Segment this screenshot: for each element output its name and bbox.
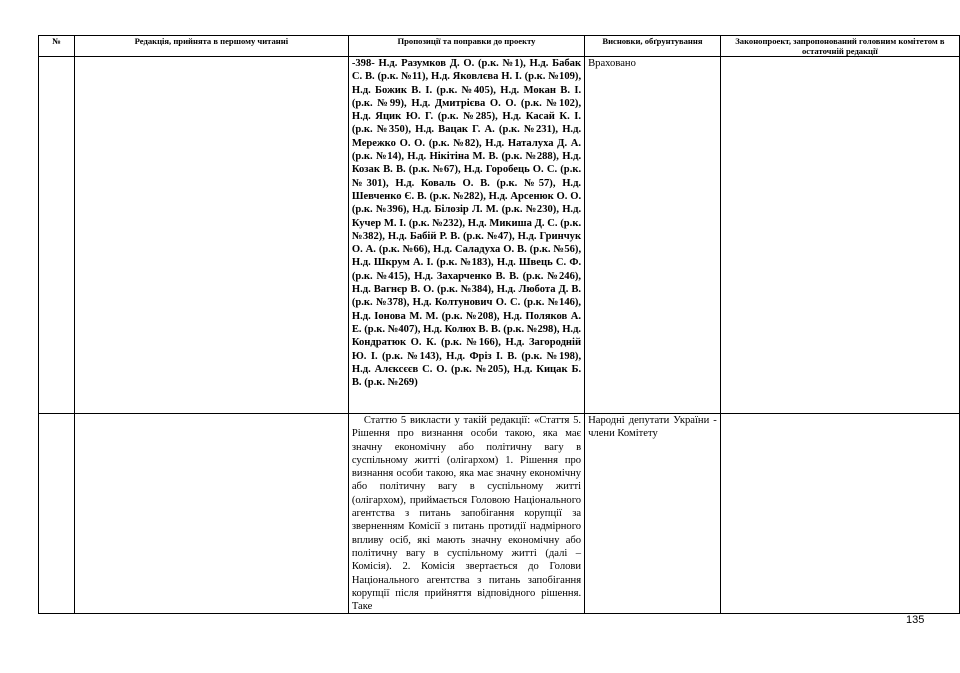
cell-final-edition — [720, 57, 959, 414]
header-number: № — [39, 36, 75, 57]
proposal-authors: -398- Н.д. Разумков Д. О. (р.к. №1), Н.д. Бабак С. В. (р.к. №11), Н.д. Яковлєва Н. І. (р.к. №109), Н.д. Божик В. І. (р.к. №405), Н.д. Мокан В. І. (р.к. №99), Н.д. Дмитрієва О. О. (р.к. №102), Н.д. Яцик Ю. Г. (р.к. №285), Н.д. Касай К. І. (р.к. №350), Н.д. Вацак Г. А. (р.к. №231), Н.д. Мережко О. О. (р.к. №82), Н.д. Наталуха Д. А. (р.к. №14), Н.д. Нікітіна М. В. (р.к. №288), Н.д. Козак В. В. (р.к. №67), Н.д. Горобець О. С. (р.к. №301), Н.д. Коваль О. В. (р.к. №57), Н.д. Шевченко Є. В. (р.к. №282), Н.д. Арсенюк О. О. (р.к. №396), Н.д. Білозір Л. М. (р.к. №230), Н.д. Кучер М. І. (р.к. №232), Н.д. Микиша Д. С. (р.к. №382), Н.д. Бабій Р. В. (р.к. №47), Н.д. Гринчук О. А. (р.к. №66), Н.д. Саладуха О. В. (р.к. №56), Н.д. Шкрум А. І. (р.к. №183), Н.д. Швець С. Ф. (р.к. №415), Н.д. Захарченко В. В. (р.к. №246), Н.д. Вагнєр В. О. (р.к. №384), Н.д. Любота Д. В. (р.к. №378), Н.д. Колтунович О. С. (р.к. №146), Н.д. Іонова М. М. (р.к. №208), Н.д. Поляков А. Е. (р.к. №407), Н.д. Колюх В. В. (р.к. №298), Н.д. Кондратюк О. К. (р.к. №166), Н.д. Загородній Ю. І. (р.к. №143), Н.д. Фріз І. В. (р.к. №198), Н.д. Алєксєєв С. О. (р.к. №205), Н.д. Кицак Б. В. (р.к. №269) — [348, 57, 584, 414]
proposal-article-5-text: Статтю 5 викласти у такій редакції: «Стаття 5. Рішення про визнання особи такою, яка має значну економічну або політичну вагу в суспільному житті (олігархом) 1. Рішення про визнання особи такою, яка має значну економічну або політичну вагу в суспільному житті (олігархом), приймається Головою Національного агентства з питань запобігання корупції за зверненням Комісії з питань протидії надмірного впливу осіб, які мають значну економічну або політичну вагу в суспільному житті (далі – Комісія). 2. Комісія звертається до Голови Національного агентства з питань запобігання корупції після прийняття відповідного рішення. Таке — [348, 414, 584, 614]
comparative-table — [38, 35, 960, 614]
header-first-reading: Редакція, прийнята в першому читанні — [74, 36, 348, 57]
table-row — [39, 57, 960, 414]
cell-number — [39, 414, 75, 614]
table-row — [39, 414, 960, 614]
page-number: 135 — [906, 614, 925, 626]
header-final-edition: Законопроект, запропонований головним комітетом в остаточній редакції — [720, 36, 959, 57]
cell-first-reading — [74, 414, 348, 614]
conclusion-accepted: Враховано — [585, 57, 721, 414]
header-conclusions: Висновки, обґрунтування — [585, 36, 721, 57]
table-header-row — [39, 36, 960, 57]
cell-final-edition — [720, 414, 959, 614]
header-proposals: Пропозиції та поправки до проекту — [348, 36, 584, 57]
cell-first-reading — [74, 57, 348, 414]
cell-number — [39, 57, 75, 414]
conclusion-committee-members: Народні депутати України - члени Комітету — [585, 414, 721, 614]
